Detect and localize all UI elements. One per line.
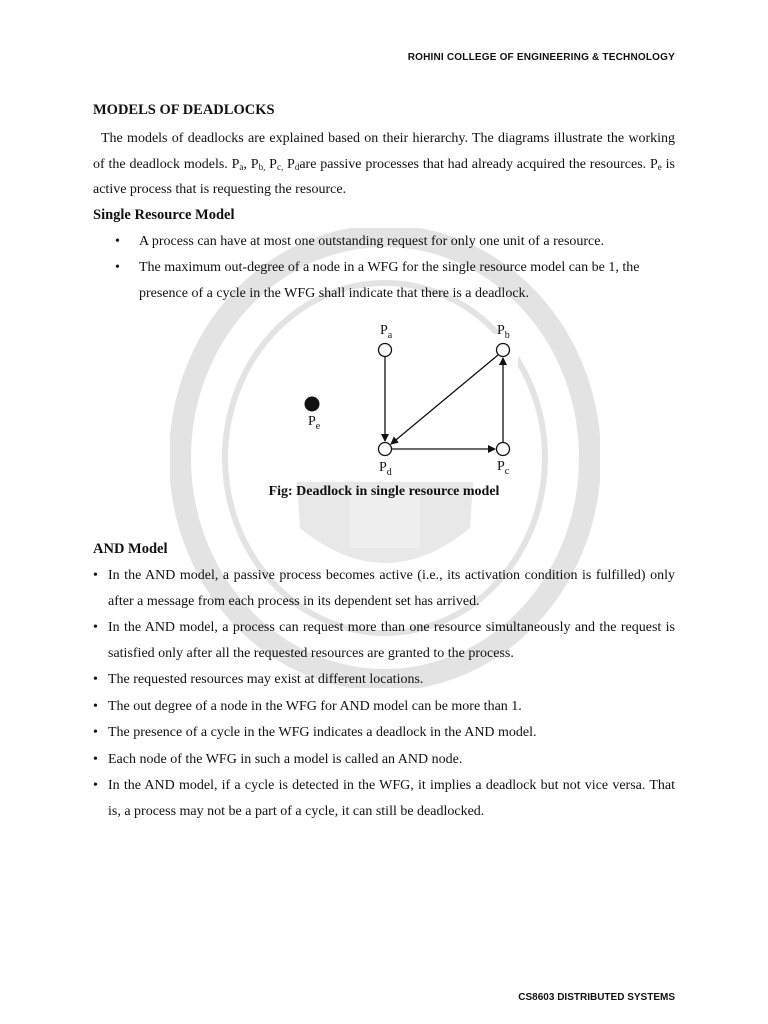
node-pe [305,397,320,412]
label-pa: $P_a$ [380,323,393,341]
intro-paragraph: The models of deadlocks are explained based on their hierarchy. The diagrams illustrate the working of the deadlock models. $P_a$, $P_{b,}$ $P_{c,}$ $P_dare$ passive processes that had already acquired the resources. $P_e$ is active process that is requesting the resource. [93,131,675,197]
page-footer: CS8603 DISTRIBUTED SYSTEMS [518,992,675,1003]
and-model-list [93,563,675,824]
list-item: • The out degree of a node in the WFG for AND model can be more than 1. [93,698,522,714]
list-item: • The requested resources may exist at different locations. [93,672,424,687]
single-resource-title: Single Resource Model [93,206,235,223]
list-item: • In the AND model, a passive process becomes active (i.e., its activation condition is fulfilled) only after a message from each process in its dependent set has arrived. [93,568,675,609]
node-pd [379,443,392,456]
label-pe: $P_e$ [308,414,321,432]
node-pa [379,344,392,357]
page-header: ROHINI COLLEGE OF ENGINEERING & TECHNOLOGY [407,52,675,63]
label-pb: $P_b$ [497,323,510,341]
page-content [93,100,675,825]
list-item: • In the AND model, a process can request more than one resource simultaneously and the request is satisfied only after all the requested resources are granted to the process. [93,620,675,661]
list-item: • The presence of a cycle in the WFG indicates a deadlock in the AND model. [93,725,537,740]
figure-caption: Fig: Deadlock in single resource model [268,484,500,499]
single-resource-list [93,229,675,307]
node-pc [497,443,510,456]
node-pb [497,344,510,357]
and-model-title: AND Model [93,541,168,557]
list-item: • In the AND model, if a cycle is detected in the WFG, it implies a deadlock but not vice versa. That is, a process may not be a part of a cycle, it can still be deadlocked. [93,778,675,819]
wait-for-graph [93,312,675,482]
list-item: • A process can have at most one outstanding request for only one unit of a resource. [115,233,604,249]
label-pc: $P_c$ [497,459,510,477]
list-item: • The maximum out-degree of a node in a WFG for the single resource model can be 1, the presence of a cycle in the WFG shall indicate that there is a deadlock. [115,260,640,301]
list-item: • Each node of the WFG in such a model is called an AND node. [93,751,463,767]
label-pd: $P_d$ [379,460,392,478]
wfg-figure [93,312,675,507]
section-title: MODELS OF DEADLOCKS [93,102,275,118]
